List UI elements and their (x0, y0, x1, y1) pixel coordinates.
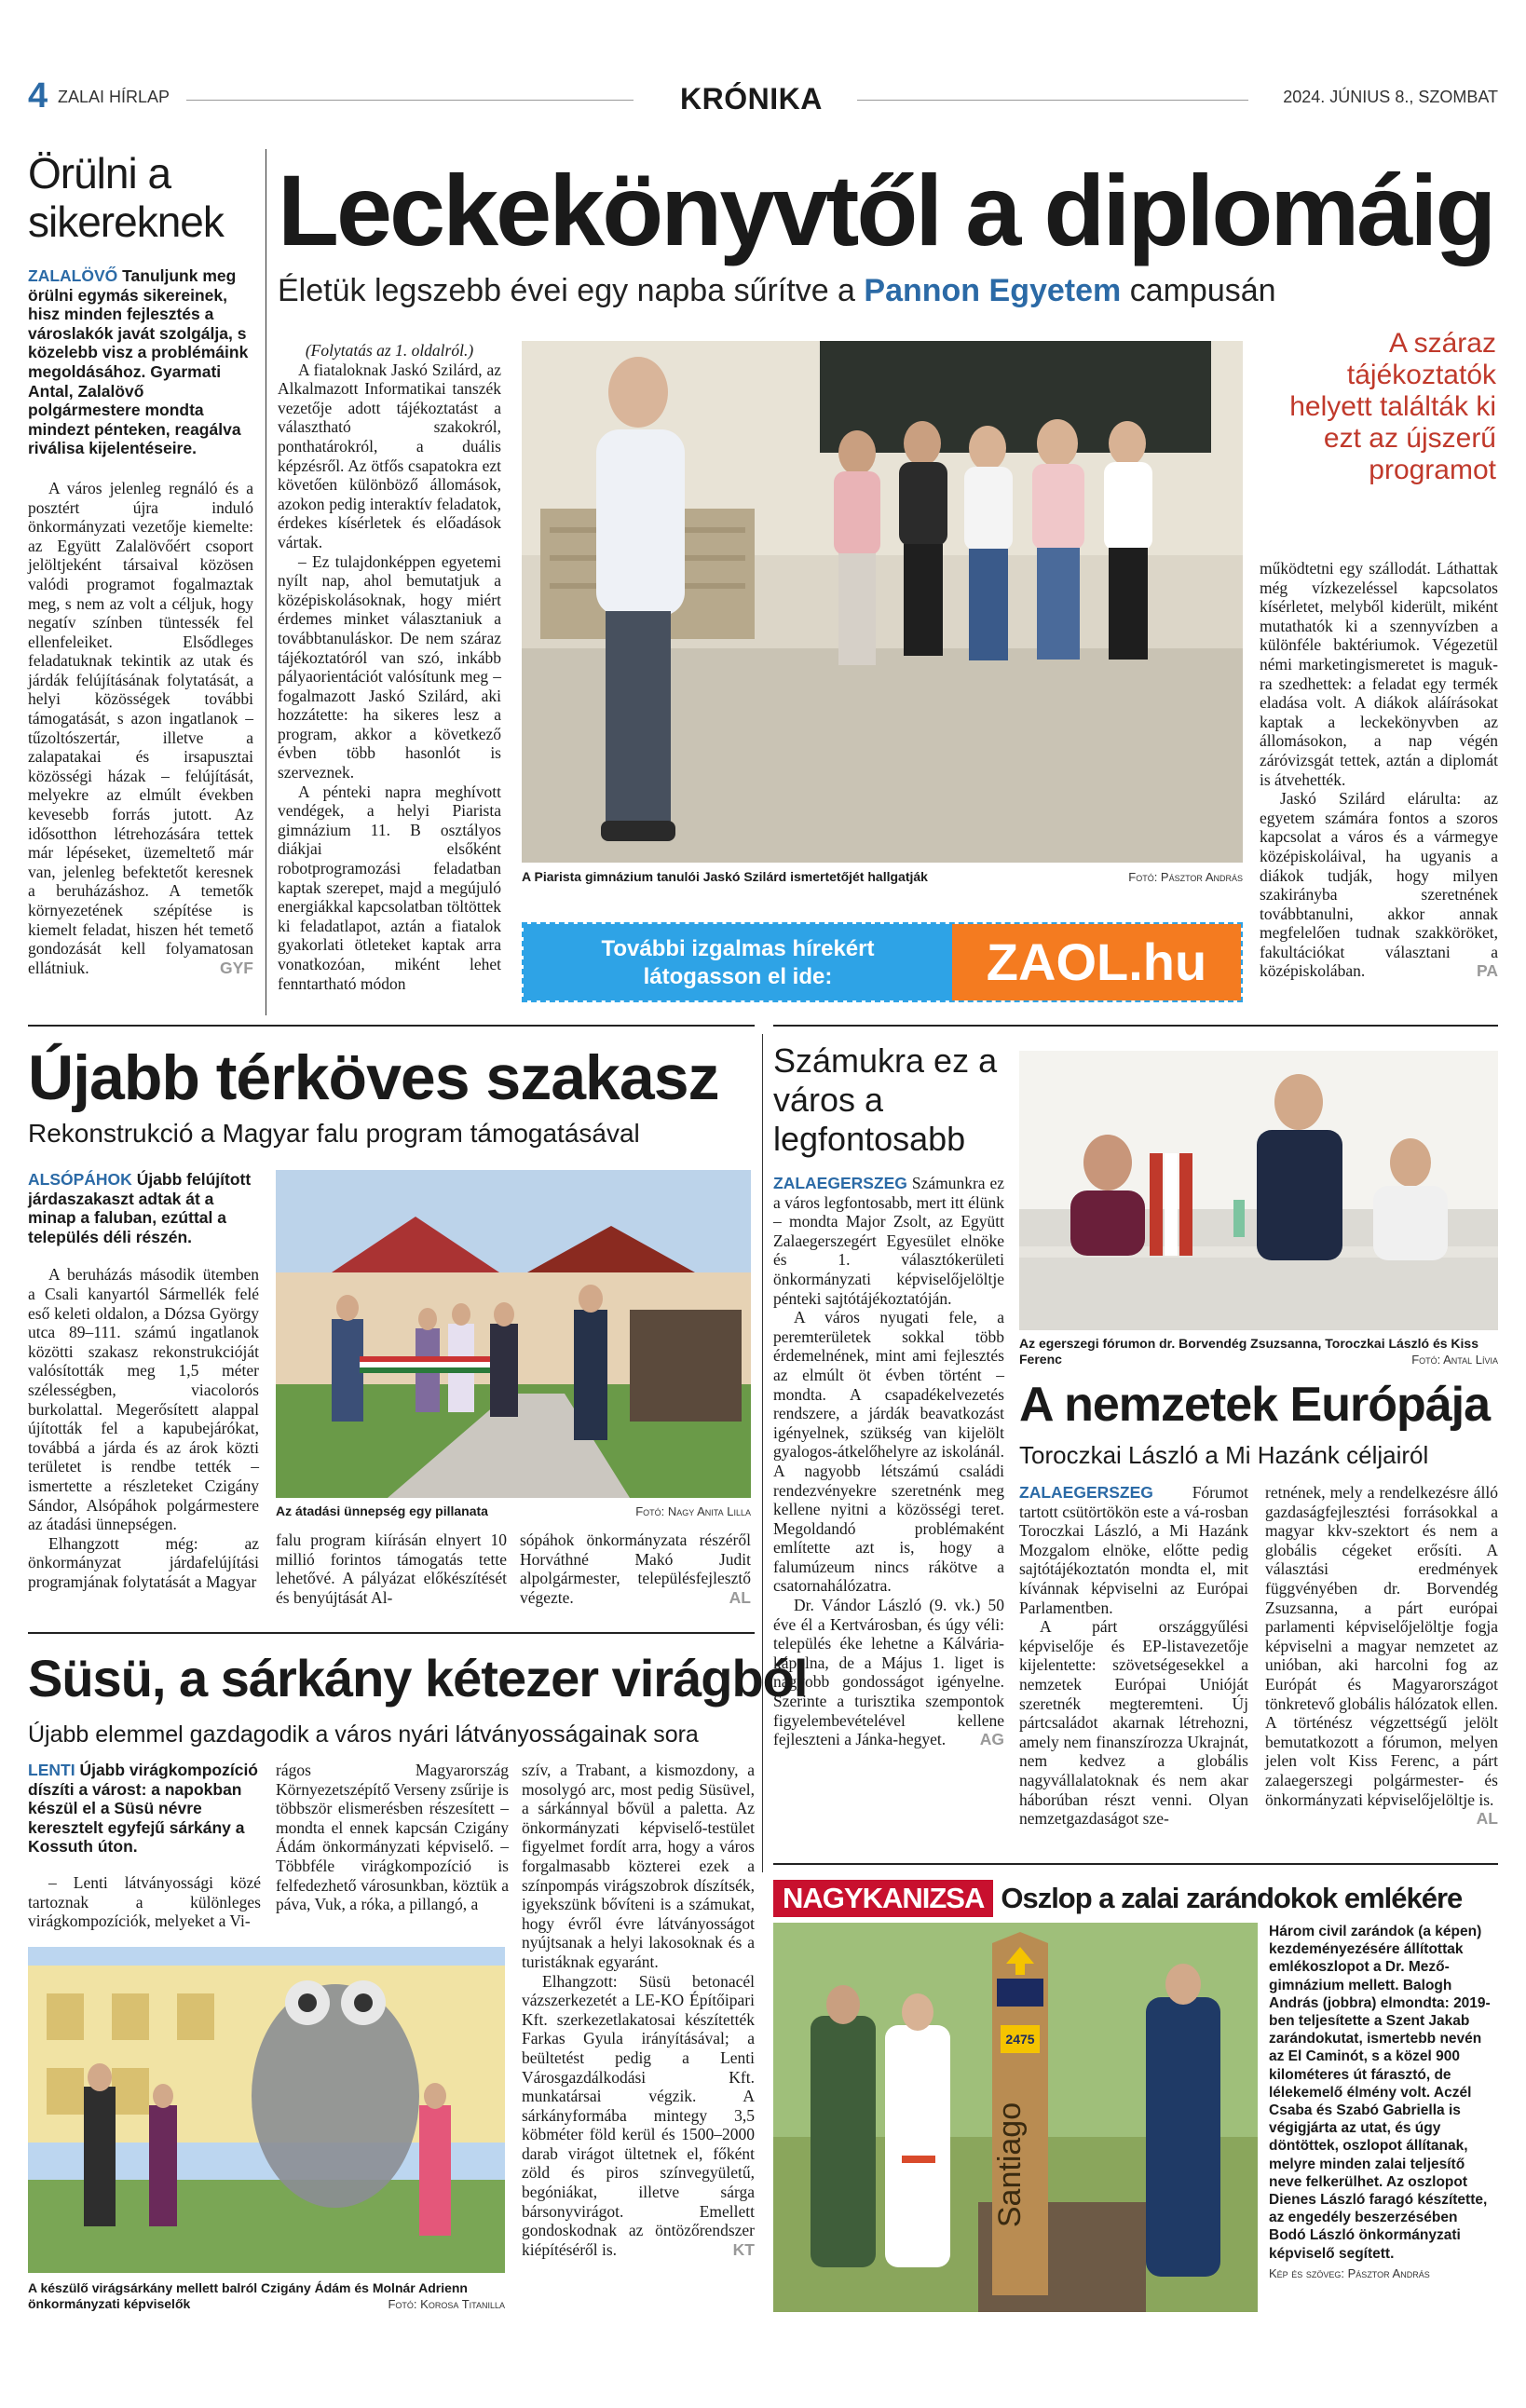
ad-text-block (524, 924, 952, 1000)
main-photo-credit: Fotó: Pásztor András (1128, 870, 1243, 884)
terko-photo (276, 1170, 751, 1498)
forum-photo-illustration (1019, 1051, 1498, 1330)
nemzetek-col-1 (1019, 1483, 1248, 1829)
varos-place: ZALAEGERSZEG (773, 1174, 907, 1192)
page-number: 4 (28, 76, 48, 116)
kanizsa-header (773, 1880, 1462, 1917)
terko-col-1 (28, 1170, 259, 1591)
varos-body-3: Dr. Vándor László (9. vk.) 50 éve él a Kertvárosban, és úgy véli: település éke lehetne a Kálvária-kápolna, de a Május 1. liget is nagyobb gondosságot igényelne. Szerinte a turisztika szempontok figyelembevételével kellene fejleszteni a Jánka-hegyet. (773, 1596, 1004, 1749)
main-col3-p1: működtetni egy szállodát. Láthattak még vízkezeléssel kapcsolatos kísérletet, melyből kiderült, miként mutathatók ki a szennyvízben a különféle baktériumok. Végezetül némi marketingismeretet is maguk-ra szedhettek: a feladat egy termék eladása volt. A diákok aláírásokat kaptak a leckekönyvben az állomásokon, a nap végén záróvizsgát tettek, aztán a diplomát is átvehették. (1260, 559, 1498, 789)
issue-date: 2024. JÚNIUS 8., SZOMBAT (1283, 88, 1498, 106)
main-photo (522, 341, 1243, 863)
nemzetek-photo (1019, 1051, 1498, 1330)
terko-caption-row (276, 1503, 751, 1519)
susu-col-3 (522, 1761, 755, 2259)
ad-brand[interactable]: ZAOL.hu (952, 924, 1241, 1000)
susu-photo-caption: A készülő virágsárkány mellett balról Czigány Ádám és Molnár Adrienn önkormányzati képviselők (28, 2280, 468, 2311)
main-col3-p2: Jaskó Szilárd elárulta: az egyetem számára fontos a szoros kapcsolat a város és a vármegye középiskoláival, ha ugyanis a diákok tudják, hogy milyen szakirányba szeretnének továbbtanulni, akkor annak megfelelően tudnak szakköröket, fakultációkat választani a középiskolában. (1260, 789, 1498, 981)
terko-lead (28, 1170, 259, 1246)
paper-name: ZALAI HÍRLAP (58, 88, 170, 106)
nemzetek-caption-row (1019, 1336, 1498, 1367)
post-text: Santiago (992, 2102, 1028, 2228)
nemzetek-place: ZALAEGERSZEG (1019, 1483, 1153, 1502)
page-header (28, 76, 1498, 119)
nemzetek-photo-caption: Az egerszegi fórumon dr. Borvendég Zsuzsanna, Toroczkai László és Kiss Ferenc (1019, 1336, 1478, 1367)
zaol-ad-banner[interactable] (522, 922, 1243, 1002)
terko-place: ALSÓPÁHOK (28, 1170, 132, 1189)
susu-subtitle: Újabb elemmel gazdagodik a város nyári látványosságainak sora (28, 1721, 699, 1748)
terko-photo-caption: Az átadási ünnepség egy pillanata (276, 1503, 488, 1518)
section-rule-1 (28, 1025, 755, 1027)
pilgrim-post-photo-illustration (773, 1923, 1258, 2312)
main-col-3 (1260, 559, 1498, 981)
section-name: KRÓNIKA (680, 82, 823, 116)
terko-sign: AL (729, 1587, 751, 1607)
nemzetek-col-2 (1265, 1483, 1498, 1829)
main-col1-p3: A pénteki napra meghívott vendégek, a helyi Piarista gimnázium 11. B osztályos diákjai elsőként robotprogramozási feladatban kaptak szerepet, majd a megújuló energiákkal kapcsolatban töltöttek ki feladatlapot, aztán a fiatalok gyakorlati ötleteket kaptak arra vonatkozóan, miként lehet fenntartható módon (278, 782, 501, 993)
main-col1-p1: A fiataloknak Jaskó Szilárd, az Alkalmazott Informatikai tanszék vezetője adott tájékoztatást a választható szakokról, ponthatárokról, a duális képzésről. Az ötfős csapatokra ezt követően különböző állomások, azokon pedig interaktív feladatok, érdekes kísérletek és előadások vártak. (278, 360, 501, 551)
terko-photo-credit: Fotó: Nagy Anita Lilla (635, 1504, 751, 1518)
header-rule-left (186, 100, 634, 101)
post-number: 2475 (1005, 2032, 1035, 2047)
terko-body-1: A beruházás második ütemben a Csali kanyartól Sármellék felé eső keleti oldalon, a Dózsa György utca 89–111. számú ingatlanok közötti szakasz rekonstrukcióját valósították meg 1,5 méter szélességben, viacolorós burkolattal. Megerősített alappal újították fel a kapubejárókat, továbbá a járda és az árok közti területet is rendbe tették – ismertette a részleteket Czigány Sándor, Alsópáhok polgármestere az átadási ünnepségen. (28, 1265, 259, 1534)
susu-body-3: szív, a Trabant, a kismozdony, a mosolygó arc, most pedig Süsüvel, a sárkánnyal bővül a paletta. Az önkormányzati képviselő-testület figyelmet fordít arra, hogy a város forgalmasabb közterei ezek a színpompás virágszobrok díszítsék, igyekszünk bővíteni is a számukat, hogy évről évre látványosságot nyújtsanak a helyi lakosoknak és a turistáknak egyaránt. (522, 1761, 755, 1971)
kanizsa-kicker: NAGYKANIZSA (773, 1880, 993, 1917)
terko-body-2: Elhangzott még: az önkormányzat járdafelújítási programjának folytatását a Magyar (28, 1533, 259, 1591)
susu-lead-text: Újabb virágkompozíció díszíti a várost: a napokban készül el a Süsü névre keresztelt egyfejű sárkány a Kossuth úton. (28, 1761, 258, 1857)
terko-subtitle: Rekonstrukció a Magyar falu program támogatásával (28, 1119, 640, 1148)
varos-sign: AG (979, 1730, 1004, 1749)
classroom-photo-illustration (522, 341, 1243, 863)
susu-sign: KT (732, 2239, 755, 2259)
susu-body-2: rágos Magyarország Környezetszépítő Verseny zsűrije is többször elismerésben részesített – mondta el ennek kapcsán Czigány Ádám önkormányzati képviselő. – Többféle virágkompozíció is felfedezhető városunkban, köztük a páva, Vuk, a róka, a pillangó, a (276, 1761, 509, 1914)
terko-body (28, 1265, 259, 1591)
terko-lead-text: Újabb felújított járdaszakaszt adtak át a minap a faluban, ezúttal a település déli részén. (28, 1170, 252, 1246)
susu-caption-row (28, 2280, 505, 2312)
sidebar-lead (28, 266, 253, 458)
ad-line-1: További izgalmas hírekért (601, 936, 875, 961)
nemzetek-body-1: Fórumot tartott csütörtökön este a vá-rosban Toroczkai László, a Mi Hazánk Mozgalom elnöke, előtte pedig sajtótájékoztatón mondta el, mit kívánnak képviselni az Európai Parlamentben. (1019, 1483, 1248, 1617)
nemzetek-body-3: retnének, mely a rendelkezésre álló gazdaságfejlesztési forrásokkal a magyar kkv-szektort és nem a globális cégeket erősíti. A választási eredmények függvényében dr. Borvendég Zsuzsanna, a párt európai parlamenti képviselőjelöltje fogja képviselni a magyar nemzetet az unióban, aki harcolni fog az Európát és Magyarországot tönkretevő globális hálózatok ellen. A történész végzettségű jelölt bemutatkozott a fórumon, melyen jelen volt Kiss Ferenc, a párt zalaegerszegi polgármester- és önkormányzati képviselőjelöltje is. (1265, 1483, 1498, 1809)
varos-title: Számukra ez a város a legfontosabb (773, 1041, 998, 1158)
main-col1-p2: – Ez tulajdonképpen egyetemi nyílt nap, ahol bemutatjuk a középiskolásoknak, hogy miért érdemes minket választaniuk a továbbtanuláskor. De nem száraz tájékoztatóról van szó, inkább pályaorientációt valósítunk meg – fogalmazott Jaskó Szilárd, aki hozzátette: ha sikeres lesz a program, akkor a következő évben több hasonlót is szerveznek. (278, 551, 501, 782)
susu-col-2 (276, 1761, 509, 1914)
main-pullquote: A száraz tájékoztatók helyett találták ki ezt az újszerű programot (1289, 328, 1496, 485)
section-rule-3 (773, 1863, 1498, 1865)
varos-body (773, 1174, 1004, 1749)
main-col-1 (278, 341, 501, 993)
sidebar-title: Örülni a sikereknek (28, 149, 224, 246)
susu-lead (28, 1761, 261, 1857)
main-subtitle-post: campusán (1129, 273, 1276, 308)
sidebar-place: ZALALÖVŐ (28, 266, 118, 285)
susu-body-4: Elhangzott: Süsü betonacél vázszerkezetét a LE-KO Építőipari Kft. szerkezetlakatosai készítették Farkas Gyula irányításával; a beültetést pedig a Lenti Városgazdálkodási Kft. munkatársai végzik. A sárkányformába mintegy 3,5 köbméter föld kerül és 1500–2000 darab virágot ültetnek el, főként zöld és piros színvegyületű, begóniákat, illetve sárga bársonyvirágot. Emellett gondoskodnak az öntözőrendszer kiépítéséről is. (522, 1971, 755, 2259)
main-title: Leckekönyvtől a diplomáig (278, 154, 1494, 266)
sidebar-lead-text: Tanuljunk meg örülni egymás sikereinek, hisz minden fejlesztés a városlakók javát szolgálja, s közelebb visz a problémáink megoldásához. Gyarmati Antal, Zalalövő polgármestere mondta mindezt pénteken, reagálva riválisa kijelentéseire. (28, 266, 249, 458)
kanizsa-credit: Kép és szöveg: Pásztor András (1269, 2265, 1430, 2280)
main-subtitle-em: Pannon Egyetem (864, 273, 1122, 308)
varos-body-1: Számunkra ez a város legfontosabb, mert itt élünk – mondta Major Zsolt, az Együtt Zalaegerszegért Egyesület elnöke és 1. választókerületi önkormányzati képviselőjelöltje pénteki sajtótájékoztatóján. (773, 1174, 1005, 1308)
main-subtitle-pre: Életük legszebb évei egy napba sűrítve a (278, 273, 855, 308)
sidebar-sign: GYF (220, 958, 253, 977)
terko-col-3 (520, 1531, 751, 1607)
main-sign: PA (1476, 961, 1498, 981)
susu-photo-credit: Fotó: Korosa Titanilla (388, 2297, 505, 2311)
sidebar-article (28, 149, 253, 977)
susu-title: Süsü, a sárkány kétezer virágból (28, 1649, 808, 1707)
kanizsa-text (1269, 1923, 1498, 2280)
kanizsa-body: Három civil zarándok (a képen) kezdeményezésére állítottak emlékoszlopot a Dr. Mező-gimnázium mellett. Balogh András (jobbra) elmondta: 2019-ben teljesítette a Szent Jakab zarándokutat, ismertebb nevén az El Caminót, s a közel 900 kilométeres út fárasztó, de lélekemelő élmény volt. Aczél Csaba és Szabó Gabriella is végigjárta az utat, és úgy döntöttek, oszlopot állítanak, melyre minden zalai teljesítő neve felkerülhet. Az oszlopot Dienes László faragó készítette, az engedély beszerzésében Bodó László önkormányzati képviselő segített. (1269, 1924, 1491, 2262)
kanizsa-title: Oszlop a zalai zarándokok emlékére (1001, 1882, 1463, 1914)
main-photo-caption-row (522, 869, 1243, 885)
varos-divider (762, 1034, 763, 1872)
nemzetek-sign: AL (1476, 1809, 1498, 1829)
varos-body-2: A város nyugati fele, a peremterületek sokkal több érdemelnének, mint ami fejlesztés az elmúlt öt évben történt – mondta. A csapadékelvezetés rendszere, a járdák beavatkozást igényelnek, szükség van kijelölt gyalogos-átkelőhelyre az iskolánál. A nagyobb létszámú családi rendezvényekre szeretnénk meg kellene nyitni a közösségi teret. Megoldandó problémaként említette azt is, hogy a falumúzeum nincs rákötve a csatornahálózatra. (773, 1308, 1004, 1596)
nemzetek-title: A nemzetek Európája (1019, 1378, 1491, 1432)
nemzetek-body-2: A párt országgyűlési képviselője és EP-listavezetője kijelentette: szövetségesekkel a nemzetek Európai Unióját szeretnék megteremteni. Új pártcsaládot akarnak létrehozni, amely nem finanszírozza Ukrajnát, nem kedvez a globális nagyvállalatoknak és nem akar háborúban részt venni. Olyan nemzetgazdaságot sze- (1019, 1617, 1248, 1829)
susu-place: LENTI (28, 1761, 75, 1779)
dragon-photo-illustration (28, 1947, 505, 2273)
sidebar-body (28, 479, 253, 977)
section-rule-1b (773, 1025, 1498, 1027)
ceremony-photo-illustration (276, 1170, 751, 1498)
section-rule-2 (28, 1632, 755, 1634)
terko-body-3: falu program kiírásán elnyert 10 millió forintos támogatás tette lehetővé. A pályázat előkészítését és benyújtását Al- (276, 1531, 507, 1607)
nemzetek-photo-credit: Fotó: Antal Lívia (1411, 1353, 1498, 1367)
main-continued: (Folytatás az 1. oldalról.) (305, 341, 474, 360)
susu-photo (28, 1947, 505, 2273)
ad-line-2: látogasson el ide: (643, 964, 833, 989)
sidebar-body-text: A város jelenleg regnáló és a posztért újra induló önkormányzati vezetője kiemelte: az Együtt Zalalövőért csoport jelöltjeként társaival közösen valódi programot fogalmaztak meg, s nem az volt a céljuk, hogy negatív színben tüntessék fel ellenfeleiket. Elsődleges feladatuknak tekintik az utak és járdák felújításának folytatását, a helyi közösségek további támogatását, s azon ingatlanok – tűzoltószertár, illetve a zalapatakai és irsapusztai közösségi házak – felújítását, melyekre az elmúlt években kevesebb forrás jutott. Az idősotthon létrehozására tettek már lépéseket, üzemeltető már van, jelenleg befektetőt keresnek a beruházáshoz. A temetők környezetének szépítése is kiemelt feladat, hiszen hét temető gondozását kell folyamatosan ellátniuk. (28, 478, 253, 977)
nemzetek-subtitle: Toroczkai László a Mi Hazánk céljairól (1019, 1441, 1429, 1469)
main-photo-caption: A Piarista gimnázium tanulói Jaskó Szilárd ismertetőjét hallgatják (522, 869, 928, 884)
terko-title: Újabb térköves szakasz (28, 1042, 719, 1113)
susu-body-1: – Lenti látványossági közé tartoznak a különleges virágkompozíciók, melyeket a Vi- (28, 1872, 261, 1931)
main-subtitle (278, 272, 1276, 309)
header-rule-right (857, 100, 1248, 101)
terko-col-2 (276, 1531, 507, 1607)
terko-body-4: sópáhok önkormányzata részéről Horváthné Makó Judit alpolgármester, településfejlesztő végezte. (520, 1531, 751, 1607)
kanizsa-photo (773, 1923, 1258, 2312)
susu-col-1 (28, 1761, 261, 1931)
